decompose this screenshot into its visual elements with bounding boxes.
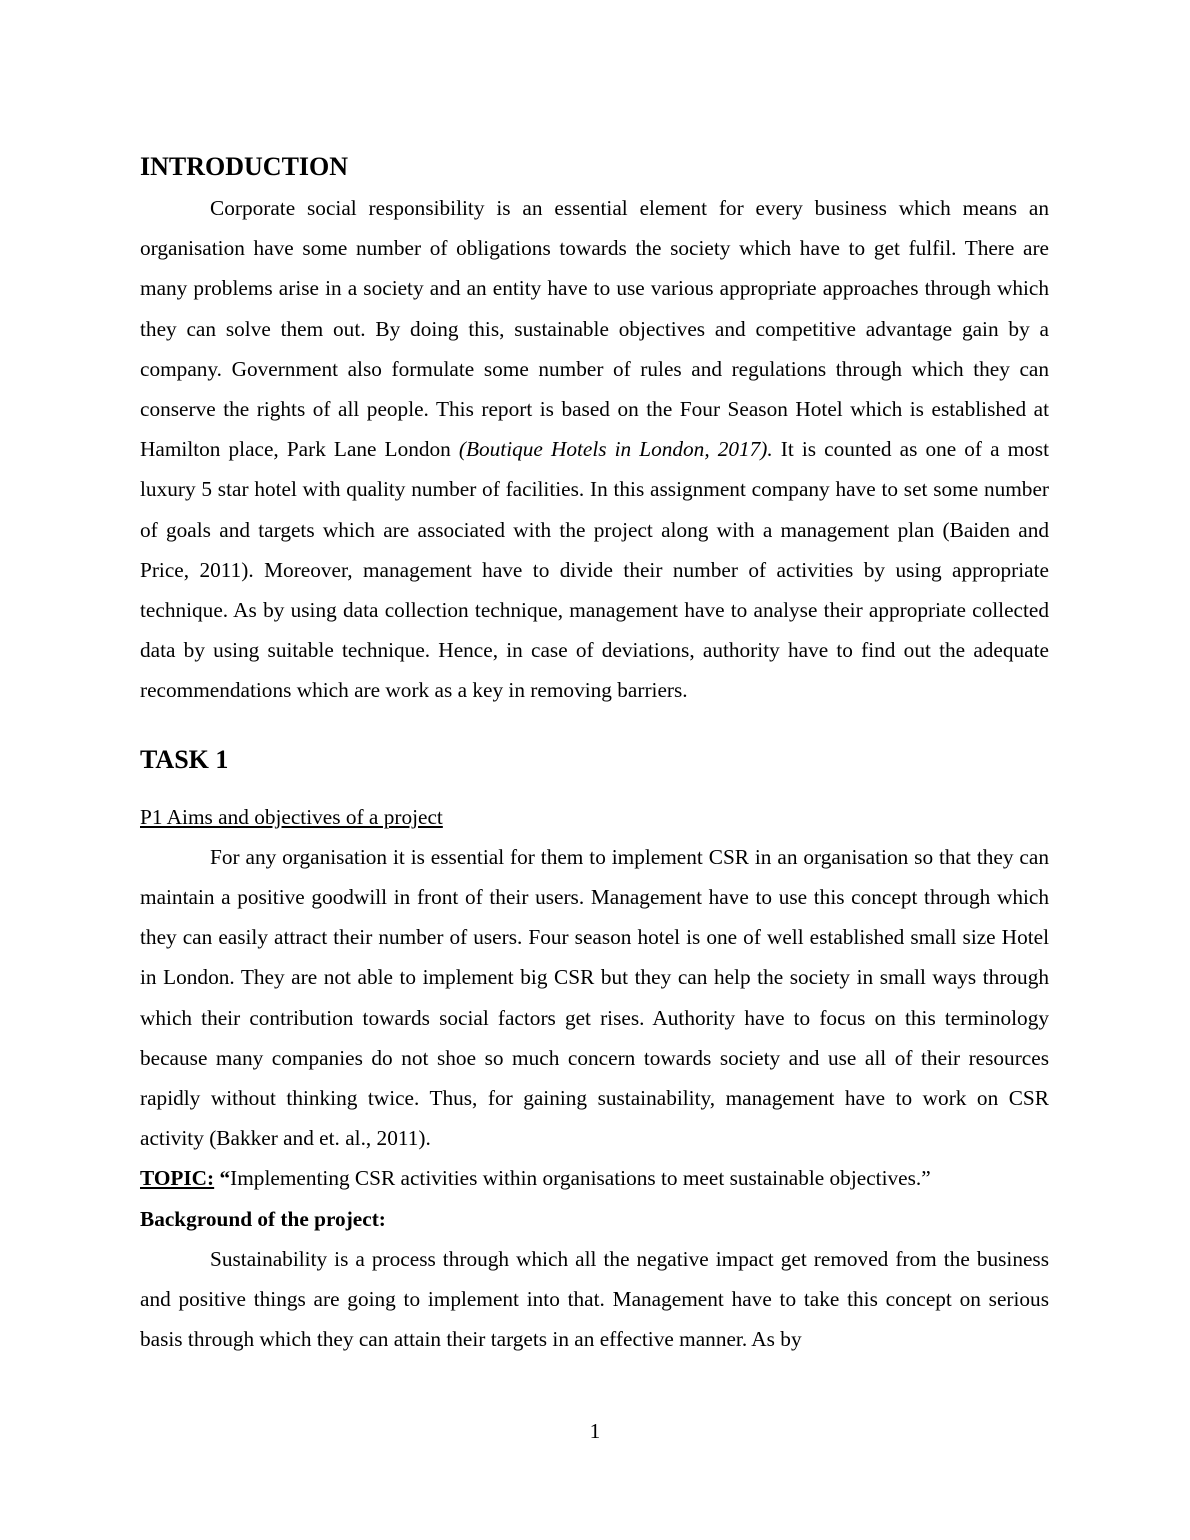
page-number: 1 [589, 1419, 601, 1443]
topic-label: TOPIC: [140, 1166, 215, 1191]
aims-objectives-paragraph: For any organisation it is essential for them to implement CSR in an organisation so that they can maintain a positive goodwill in front of their users. Management have to use this concept through which they can easily attract their number of users. Four season hotel is one of well established small size Hotel in London. They are not able to implement big CSR but they can help the society in small ways through which their contribution towards social factors get rises. Authority have to focus on this terminology because many companies do not shoe so much concern towards society and use all of their resources rapidly without thinking twice. Thus, for gaining sustainability, management have to work on CSR activity (Bakker and et. al., 2011). [140, 844, 1049, 1151]
aims-objectives-subheading: P1 Aims and objectives of a project [140, 804, 443, 829]
intro-citation: (Boutique Hotels in London, 2017). [458, 437, 773, 462]
introduction-heading: INTRODUCTION [140, 152, 349, 181]
background-heading: Background of the project: [140, 1206, 386, 1231]
topic-line [140, 1158, 1049, 1198]
introduction-paragraph [140, 188, 1049, 711]
topic-open-quote: “ [214, 1166, 231, 1191]
intro-text-part-2: It is counted as one of a most luxury 5 star hotel with quality number of facilities. In this assignment company have to set some number of goals and targets which are associated with the project along with a management plan (Baiden and Price, 2011). Moreover, management have to divide their number of activities by using appropriate technique. As by using data collection technique, management have to analyse their appropriate collected data by using suitable technique. Hence, in case of deviations, authority have to find out the adequate recommendations which are work as a key in removing barriers. [140, 437, 1050, 703]
intro-text-part-1: Corporate social responsibility is an essential element for every business which means an organisation have some number of obligations towards the society which have to get fulfil. There are many problems arise in a society and an entity have to use various appropriate approaches through which they can solve them out. By doing this, sustainable objectives and competitive advantage gain by a company. Government also formulate some number of rules and regulations through which they can conserve the rights of all people. This report is based on the Four Season Hotel which is established at Hamilton place, Park Lane London [140, 196, 1049, 462]
background-paragraph: Sustainability is a process through which all the negative impact get removed from the business and positive things are going to implement into that. Management have to take this concept on serious basis through which they can attain their targets in an effective manner. As by [140, 1246, 1049, 1352]
document-page [140, 150, 1049, 1359]
task1-heading: TASK 1 [140, 744, 229, 774]
topic-text: Implementing CSR activities within organisations to meet sustainable objectives.” [230, 1166, 931, 1191]
